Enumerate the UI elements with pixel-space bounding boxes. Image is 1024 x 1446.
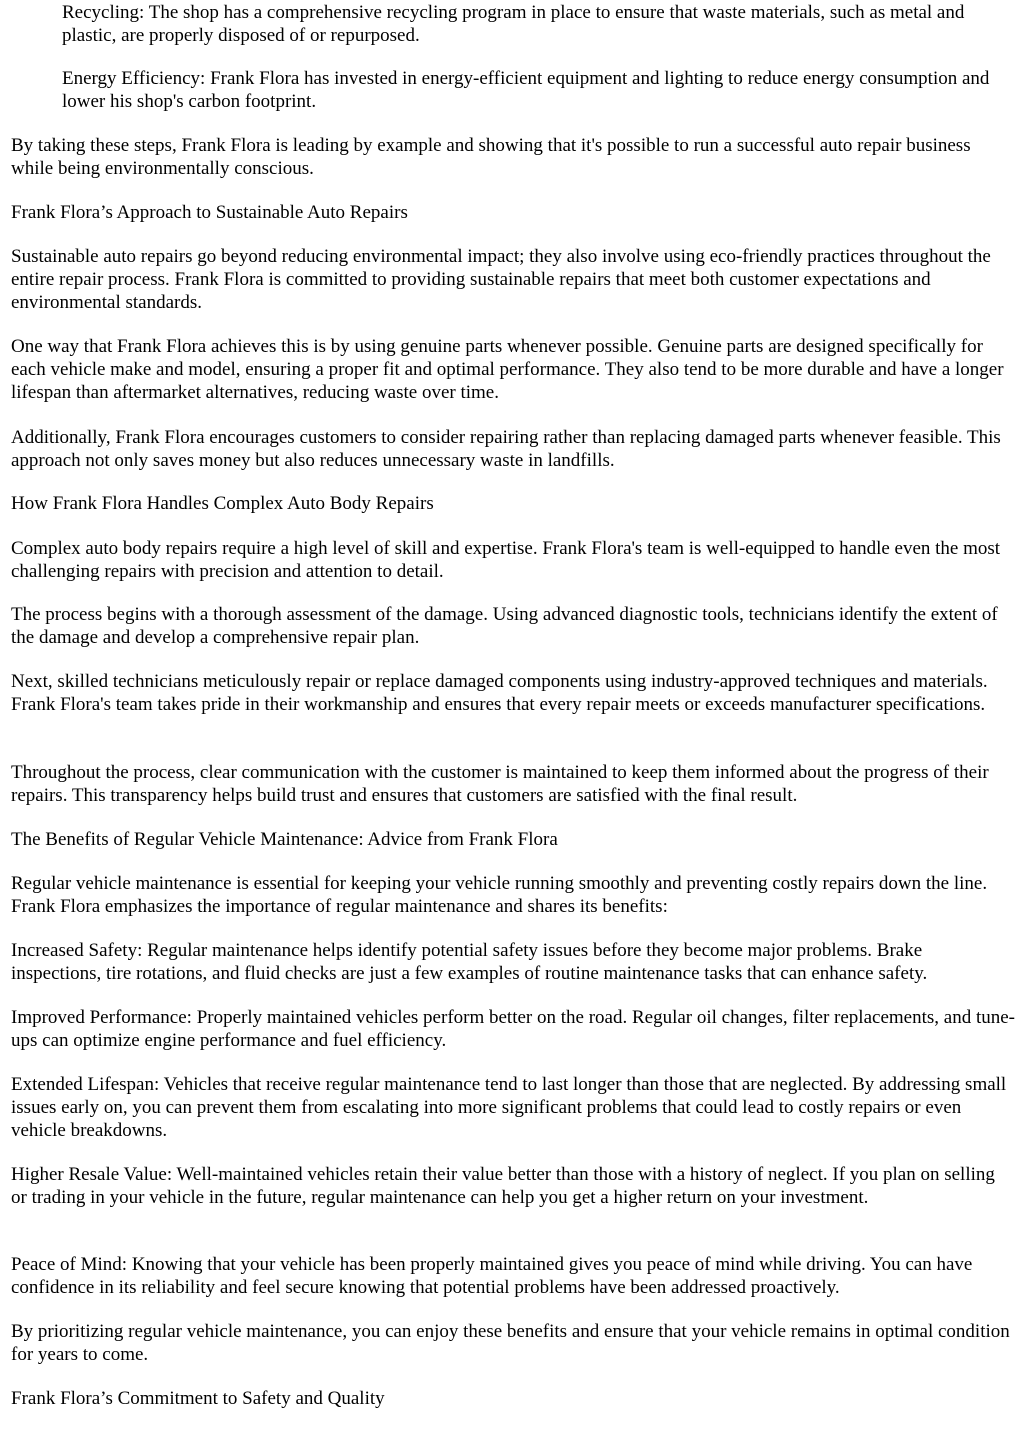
paragraph-sustainable-intro: Sustainable auto repairs go beyond reducing environmental impact; they also involve using eco-friendly practices throughout the entire repair process. Frank Flora is committed to providing sustainable repairs that meet both customer expectations and environmental standards. [11, 246, 991, 313]
list-item-energy-efficiency: Energy Efficiency: Frank Flora has invested in energy-efficient equipment and lighting to reduce energy consumption and lower his shop's carbon footprint. [62, 68, 990, 112]
paragraph-resale-value: Higher Resale Value: Well-maintained vehicles retain their value better than those with a history of neglect. If you plan on selling or trading in your vehicle in the future, regular maintenance can help you get a higher return on your investment. [11, 1164, 995, 1208]
paragraph-maintenance-intro: Regular vehicle maintenance is essential for keeping your vehicle running smoothly and preventing costly repairs down the line. Frank Flora emphasizes the importance of regular maintenance and shares its benefits: [11, 873, 988, 917]
heading-complex-repairs: How Frank Flora Handles Complex Auto Body Repairs [11, 493, 434, 514]
heading-sustainable-repairs: Frank Flora’s Approach to Sustainable Auto Repairs [11, 202, 408, 223]
paragraph-increased-safety: Increased Safety: Regular maintenance helps identify potential safety issues before they become major problems. Brake inspections, tire rotations, and fluid checks are just a few examples of routine maintenance tasks that can enhance safety. [11, 940, 928, 984]
paragraph-improved-performance: Improved Performance: Properly maintained vehicles perform better on the road. Regular oil changes, filter replacements, and tune-ups can optimize engine performance and fuel efficiency. [11, 1007, 1015, 1051]
heading-maintenance-benefits: The Benefits of Regular Vehicle Maintenance: Advice from Frank Flora [11, 829, 558, 850]
paragraph-genuine-parts: One way that Frank Flora achieves this is by using genuine parts whenever possible. Genuine parts are designed specifically for each vehicle make and model, ensuring a proper fit and optimal performance. They also tend to be more durable and have a longer lifespan than aftermarket alternatives, reducing waste over time. [11, 336, 1004, 403]
paragraph-repair-vs-replace: Additionally, Frank Flora encourages customers to consider repairing rather than replacing damaged parts whenever feasible. This approach not only saves money but also reduces unnecessary waste in landfills. [11, 427, 1001, 471]
paragraph-extended-lifespan: Extended Lifespan: Vehicles that receive regular maintenance tend to last longer than those that are neglected. By addressing small issues early on, you can prevent them from escalating into more significant problems that could lead to costly repairs or even vehicle breakdowns. [11, 1074, 1007, 1141]
paragraph-leading-by-example: By taking these steps, Frank Flora is leading by example and showing that it's possible to run a successful auto repair business while being environmentally conscious. [11, 135, 971, 179]
paragraph-repair-process: Next, skilled technicians meticulously repair or replace damaged components using industry-approved techniques and materials. Frank Flora's team takes pride in their workmanship and ensures that every repair meets or exceeds manufacturer specifications. [11, 671, 988, 715]
paragraph-complex-intro: Complex auto body repairs require a high level of skill and expertise. Frank Flora's team is well-equipped to handle even the most challenging repairs with precision and attention to detail. [11, 538, 1001, 582]
paragraph-assessment: The process begins with a thorough assessment of the damage. Using advanced diagnostic tools, technicians identify the extent of the damage and develop a comprehensive repair plan. [11, 604, 998, 648]
heading-safety-quality: Frank Flora’s Commitment to Safety and Quality [11, 1388, 385, 1409]
paragraph-prioritizing-maintenance: By prioritizing regular vehicle maintenance, you can enjoy these benefits and ensure that your vehicle remains in optimal condition for years to come. [11, 1321, 1010, 1365]
paragraph-communication: Throughout the process, clear communication with the customer is maintained to keep them informed about the progress of their repairs. This transparency helps build trust and ensures that customers are satisfied with the final result. [11, 762, 989, 806]
paragraph-peace-of-mind: Peace of Mind: Knowing that your vehicle has been properly maintained gives you peace of mind while driving. You can have confidence in its reliability and feel secure knowing that potential problems have been addressed proactively. [11, 1254, 973, 1298]
list-item-recycling: Recycling: The shop has a comprehensive recycling program in place to ensure that waste materials, such as metal and plastic, are properly disposed of or repurposed. [62, 2, 965, 46]
